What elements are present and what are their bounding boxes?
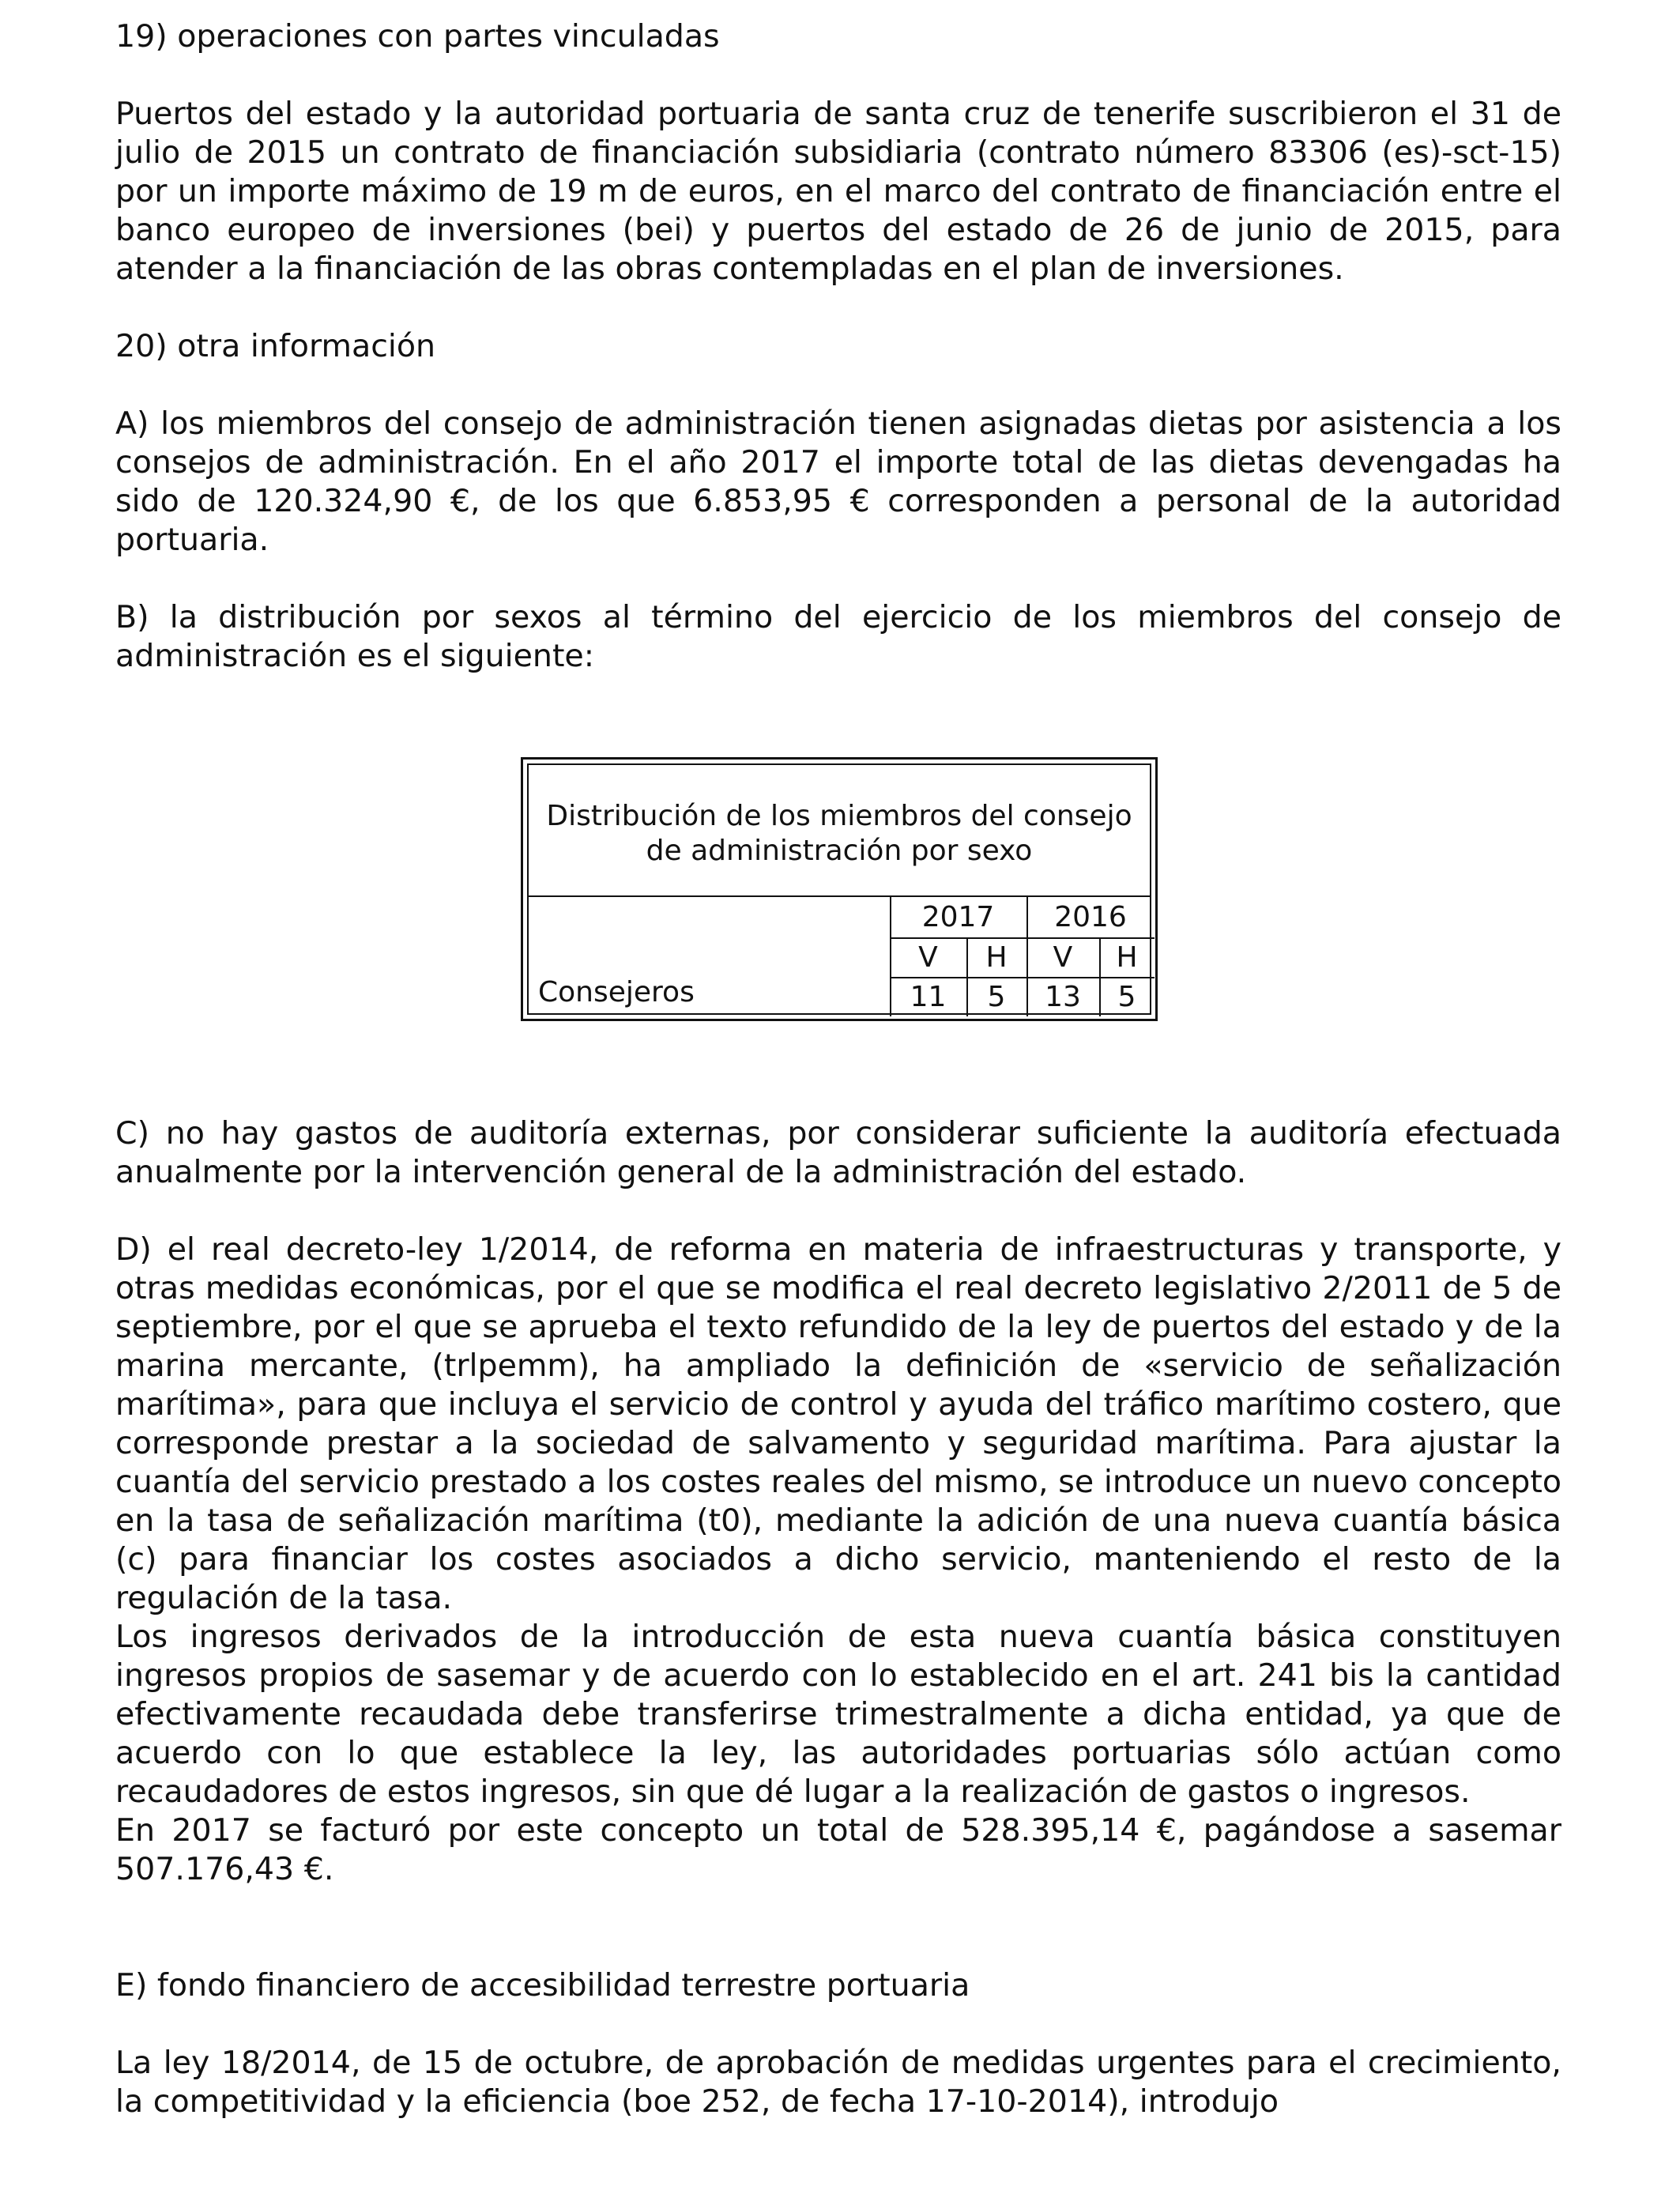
table-year-2016: 2016 [1054,901,1127,933]
paragraph-e: La ley 18/2014, de 15 de octubre, de aprobación de medidas urgentes para el crecimiento, la competitividad y la eficiencia (boe 252, de fecha 17-10-2014), introdujo [115,2044,1561,2120]
paragraph-d-3: En 2017 se facturó por este concepto un total de 528.395,14 €, pagándose a sasemar 507.176,43 €. [115,1811,1561,1887]
paragraph-d-2: Los ingresos derivados de la introducción de esta nueva cuantía básica constituyen ingresos propios de sasemar y de acuerdo con lo establecido en el art. 241 bis la cantidad efectivamente recaudada debe transferirse trimestralmente a dicha entidad, ya que de acuerdo con lo que establece la ley, las autoridades portuarias sólo actúan como recaudadores de estos ingresos, sin que dé lugar a la realización de gastos o ingresos. [115,1618,1561,1810]
board-members-table [521,757,1158,1021]
table-row-label: Consejeros [538,976,695,1008]
document-page-continued [115,1083,1561,2121]
paragraph-d-1: D) el real decreto-ley 1/2014, de reforma en materia de infraestructuras y transporte, y otras medidas económicas, por el que se modifica el real decreto legislativo 2/2011 de 5 de septiembre, por el que se aprueba el texto refundido de la ley de puertos del estado y de la marina mercante, (trlpemm), ha ampliado la definición de «servicio de señalización marítima», para que incluya el servicio de control y ayuda del tráfico marítimo costero, que corresponde prestar a la sociedad de salvamento y seguridad marítima. Para ajustar la cuantía del servicio prestado a los costes reales del mismo, se introduce un nuevo concepto en la tasa de señalización marítima (t0), mediante la adición de una nueva cuantía básica (c) para financiar los costes asociados a dicho servicio, manteniendo el resto de la regulación de la tasa. [115,1231,1561,1616]
table-cell-h-2016: 5 [1117,981,1136,1013]
table-cell-v-2017: 11 [910,981,947,1013]
section-20-heading: 20) otra información [115,328,436,364]
paragraph-c: C) no hay gastos de auditoría externas, por considerar suficiente la auditoría efectuada anualmente por la intervención general de la administración del estado. [115,1114,1561,1190]
paragraph-a: A) los miembros del consejo de administración tienen asignadas dietas por asistencia a los consejos de administración. En el año 2017 el importe total de las dietas devengadas ha sido de 120.324,90 €, de los que 6.853,95 € corresponden a personal de la autoridad portuaria. [115,405,1561,558]
table-header-h-2017: H [985,941,1008,974]
table-header-v-2016: V [1053,941,1073,974]
section-e-heading: E) fondo financiero de accesibilidad terrestre portuaria [115,1966,970,2004]
section-19-paragraph: Puertos del estado y la autoridad portuaria de santa cruz de tenerife suscribieron el 31 de julio de 2015 un contrato de financiación subsidiaria (contrato número 83306 (es)-sct-15) por un importe máximo de 19 m de euros, en el marco del contrato de financiación entre el banco europeo de inversiones (bei) y puertos del estado de 26 de junio de 2015, para atender a la financiación de las obras contempladas en el plan de inversiones. [115,96,1561,287]
table-year-2017: 2017 [921,901,995,933]
section-19-heading: 19) operaciones con partes vinculadas [115,18,720,55]
table-header-h-2016: H [1116,941,1138,974]
table-cell-h-2017: 5 [987,981,1006,1013]
table-title [529,765,1150,897]
table-header-v-2017: V [918,941,938,974]
table-title-line1: Distribución de los miembros del consejo [546,800,1132,832]
table-cell-v-2016: 13 [1045,981,1081,1013]
document-page [115,17,1561,714]
paragraph-b: B) la distribución por sexos al término del ejercicio de los miembros del consejo de administración es el siguiente: [115,599,1561,674]
board-members-table-inner [527,763,1151,1015]
table-title-line2: de administración por sexo [646,835,1033,867]
